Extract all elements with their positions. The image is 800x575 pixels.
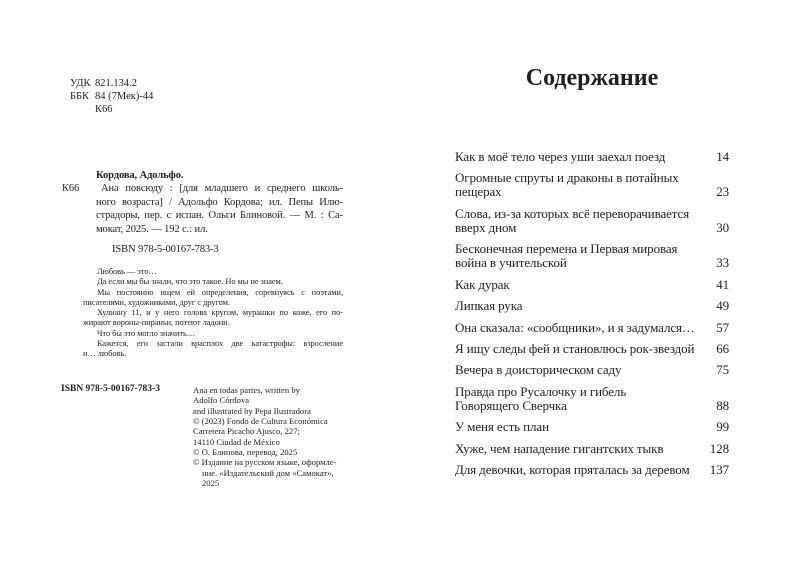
chapter-title-line: Я ищу следы фей и становлюсь рок-звездой: [455, 341, 695, 357]
chapter-title-line: Вечера в доисторическом саду: [455, 362, 622, 378]
chapter-title-line: Говорящего Сверчка: [455, 397, 567, 413]
chapter-title-line: Правда про Русалочку и гибель: [455, 383, 627, 399]
chapter-title-line: Как дурак: [455, 276, 510, 292]
chapter-title: [455, 463, 691, 477]
chapter-title: [455, 442, 691, 456]
toc-entry: [455, 171, 729, 199]
chapter-page-number: 49: [716, 298, 729, 314]
chapter-title-line: Слова, из-за которых всё переворачивается: [455, 205, 690, 221]
chapter-page-number: 75: [716, 362, 729, 378]
chapter-title: [455, 150, 691, 164]
annotation-block: [83, 267, 343, 359]
classification-row: [70, 104, 153, 117]
toc-entry: [455, 363, 729, 377]
chapter-title: [455, 278, 691, 292]
classification-row: [70, 91, 153, 104]
toc-entry: [455, 242, 729, 270]
chapter-title: [455, 341, 695, 357]
credits-line: © Издание на русском языке, оформле-: [193, 457, 337, 468]
bibliographic-line: Ана повсюду : [для младшего и среднего школь-: [101, 183, 343, 195]
toc-entry: [455, 420, 729, 434]
chapter-title: [455, 242, 691, 270]
chapter-title: [455, 420, 691, 434]
chapter-title-line: Для девочки, которая пряталась за деревом: [455, 462, 690, 478]
toc-entry: [455, 278, 729, 292]
classification-row: [70, 78, 153, 91]
credits-line: ние. «Издательский дом «Самокат»,: [202, 467, 334, 478]
toc-entry: [455, 442, 729, 456]
entry-code: К66: [62, 183, 80, 195]
contents-title: Содержание: [525, 65, 659, 91]
chapter-title-line: Бесконечная перемена и Первая мировая: [455, 241, 678, 257]
toc-entry: [455, 150, 729, 164]
classification-value: К66: [95, 103, 113, 115]
chapter-title-line: Липкая рука: [455, 298, 523, 314]
classification-value: 821.134.2: [95, 78, 137, 89]
credits-line: 2025: [202, 478, 220, 489]
bibliographic-line: страдоры, пер. с испан. Ольги Блиновой. — М. : Са-: [96, 210, 343, 222]
author-heading: Кордова, Адольфо.: [96, 170, 184, 181]
bibliographic-record: [62, 169, 343, 256]
chapter-page-number: 30: [716, 219, 729, 235]
toc-entry: [455, 385, 729, 413]
classification-label: УДК: [70, 78, 91, 89]
credits-line: Carretera Picacho Ajusco, 227;: [193, 426, 300, 437]
chapter-title-line: война в учительской: [455, 255, 567, 271]
toc-entry: [455, 207, 729, 235]
classification-label: ББК: [70, 90, 90, 102]
chapter-page-number: 137: [709, 462, 729, 478]
classification-value: 84 (7Мек)-44: [95, 90, 154, 102]
chapter-page-number: 88: [716, 397, 729, 413]
credits-line: and illustrated by Pepa Ilustradora: [193, 405, 311, 416]
bibliographic-line: ного возраста] / Адольфо Кордова; ил. Пепы Илю-: [96, 196, 343, 208]
bibliographic-line: мокат, 2025. — 192 с.: ил.: [96, 223, 208, 235]
isbn-footer: ISBN 978-5-00167-783-3: [61, 384, 160, 394]
chapter-title-line: Как в моё тело через уши заехал поезд: [455, 149, 666, 164]
annotation-line: писателями, художниками, друг с другом.: [83, 297, 230, 307]
annotation-line: Хулиану 11, и у него голова кругом, мурашки по коже, его по-: [97, 308, 343, 317]
annotation-line: и… любовь.: [83, 349, 127, 358]
chapter-title: [455, 385, 691, 413]
credits-line: Adolfo Córdova: [193, 395, 250, 406]
toc-entry: [455, 321, 729, 335]
chapter-title-line: Она сказала: «сообщники», и я задумался…: [455, 319, 695, 335]
chapter-title: [455, 299, 691, 313]
chapter-title-line: У меня есть план: [455, 419, 549, 435]
toc-entry: [455, 342, 729, 356]
chapter-title: [455, 363, 691, 377]
annotation-line: жирают вороны-пираньи, потеют ладони.: [83, 318, 230, 328]
chapter-title-line: Хуже, чем нападение гигантских тыкв: [455, 440, 664, 456]
chapter-page-number: 23: [716, 184, 729, 200]
annotation-line: Что бы это могло значить…: [97, 328, 196, 338]
isbn-number: ISBN 978-5-00167-783-3: [112, 243, 219, 255]
chapter-page-number: 41: [716, 276, 729, 292]
chapter-title-line: пещерах: [455, 184, 502, 200]
toc-entry: [455, 299, 729, 313]
chapter-page-number: 128: [709, 440, 729, 456]
chapter-page-number: 33: [716, 255, 729, 271]
credits-block: [193, 385, 337, 488]
chapter-page-number: 14: [716, 149, 729, 164]
chapter-title: [455, 171, 691, 199]
credits-line: © О. Блинова, перевод, 2025: [193, 447, 298, 458]
annotation-line: Мы постоянно ищем ей определения, соревнуясь с поэтами,: [97, 287, 343, 297]
credits-line: © (2023) Fondo de Cultura Económica: [193, 416, 328, 427]
chapter-page-number: 57: [716, 319, 729, 335]
credits-line: Ana en todas partes, written by: [193, 385, 300, 395]
chapter-title-line: Огромные спруты и драконы в потайных: [455, 170, 679, 186]
bibliographic-description: [96, 182, 343, 236]
annotation-line: Да если мы бы знали, что это такое. Но мы не знаем.: [97, 277, 283, 287]
credits-line: 14110 Ciudad de México: [193, 436, 280, 447]
chapter-title: [455, 319, 695, 335]
contents-list: [455, 150, 729, 484]
chapter-title: [455, 207, 691, 235]
toc-entry: [455, 463, 729, 477]
classification-block: [70, 78, 153, 116]
annotation-line: Кажется, его застали врасплох две катастрофы: взросление: [97, 338, 343, 348]
chapter-page-number: 99: [716, 419, 729, 435]
annotation-line: Любовь — это…: [97, 267, 157, 276]
chapter-page-number: 66: [716, 341, 729, 357]
chapter-title-line: вверх дном: [455, 219, 517, 235]
